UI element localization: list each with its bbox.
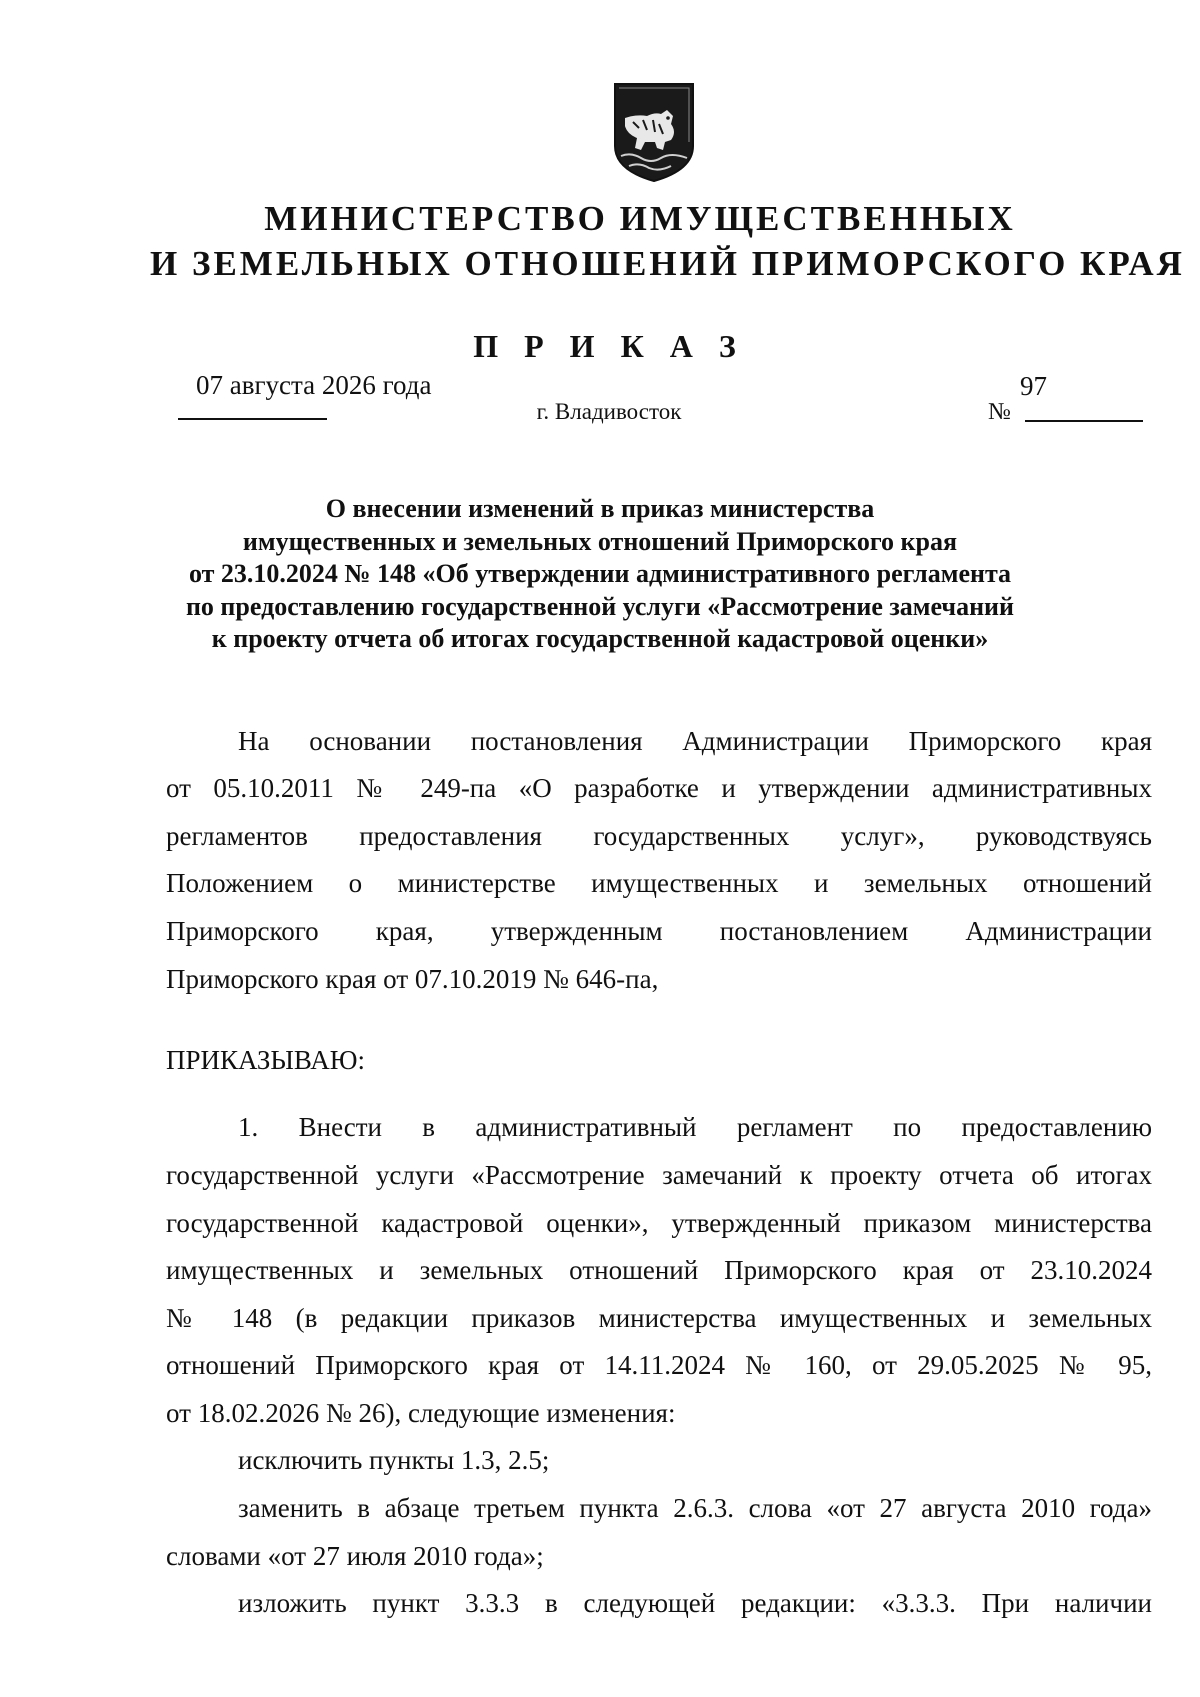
preamble-line: регламентов предоставления государственных услуг», руководствуясь	[166, 821, 1152, 851]
item-line: 1. Внести в административный регламент по предоставлению	[238, 1112, 1152, 1142]
preamble-line: от 05.10.2011 № 249-па «О разработке и утверждении административных	[166, 773, 1152, 803]
order-number: 97	[1020, 371, 1047, 401]
replace-line: словами «от 27 июля 2010 года»;	[166, 1541, 544, 1571]
subject-line: по предоставлению государственной услуги «Рассмотрение замечаний	[185, 591, 1015, 621]
order-date: 07 августа 2026 года	[196, 370, 432, 400]
coat-of-arms-icon	[611, 80, 697, 184]
subject-line: имущественных и земельных отношений Приморского края	[242, 526, 958, 556]
ministry-name-line-2: И ЗЕМЕЛЬНЫХ ОТНОШЕНИЙ ПРИМОРСКОГО КРАЯ	[150, 244, 1185, 283]
exclude-line: исключить пункты 1.3, 2.5;	[238, 1445, 550, 1475]
item-line: государственной кадастровой оценки», утвержденный приказом министерства	[166, 1208, 1152, 1238]
preamble-line: На основании постановления Администрации Приморского края	[238, 726, 1152, 756]
item-line: от 18.02.2026 № 26), следующие изменения:	[166, 1398, 676, 1428]
number-sign: №	[988, 399, 1011, 425]
order-verb: ПРИКАЗЫВАЮ:	[166, 1045, 365, 1075]
number-underline	[1025, 420, 1143, 422]
subject-line: к проекту отчета об итогах государственной кадастровой оценки»	[211, 624, 989, 653]
item-line: № 148 (в редакции приказов министерства имущественных и земельных	[166, 1303, 1152, 1333]
restate-line: изложить пункт 3.3.3 в следующей редакции: «3.3.3. При наличии	[238, 1588, 1152, 1618]
replace-line: заменить в абзаце третьем пункта 2.6.3. слова «от 27 августа 2010 года»	[238, 1493, 1152, 1523]
preamble-line: Положением о министерстве имущественных и земельных отношений	[166, 868, 1152, 898]
order-city: г. Владивосток	[536, 399, 682, 424]
preamble-line: Приморского края, утвержденным постановлением Администрации	[166, 916, 1152, 946]
order-subject	[100, 493, 1100, 656]
item-line: государственной услуги «Рассмотрение замечаний к проекту отчета об итогах	[166, 1160, 1152, 1190]
order-heading: П Р И К А З	[473, 328, 745, 364]
ministry-name-line-1: МИНИСТЕРСТВО ИМУЩЕСТВЕННЫХ	[264, 199, 1016, 238]
subject-line: от 23.10.2024 № 148 «Об утверждении административного регламента	[188, 559, 1012, 588]
preamble-line: Приморского края от 07.10.2019 № 646-па,	[166, 964, 659, 994]
item-line: отношений Приморского края от 14.11.2024 № 160, от 29.05.2025 № 95,	[166, 1350, 1152, 1380]
subject-line: О внесении изменений в приказ министерства	[325, 494, 875, 523]
item-line: имущественных и земельных отношений Приморского края от 23.10.2024	[166, 1255, 1152, 1285]
